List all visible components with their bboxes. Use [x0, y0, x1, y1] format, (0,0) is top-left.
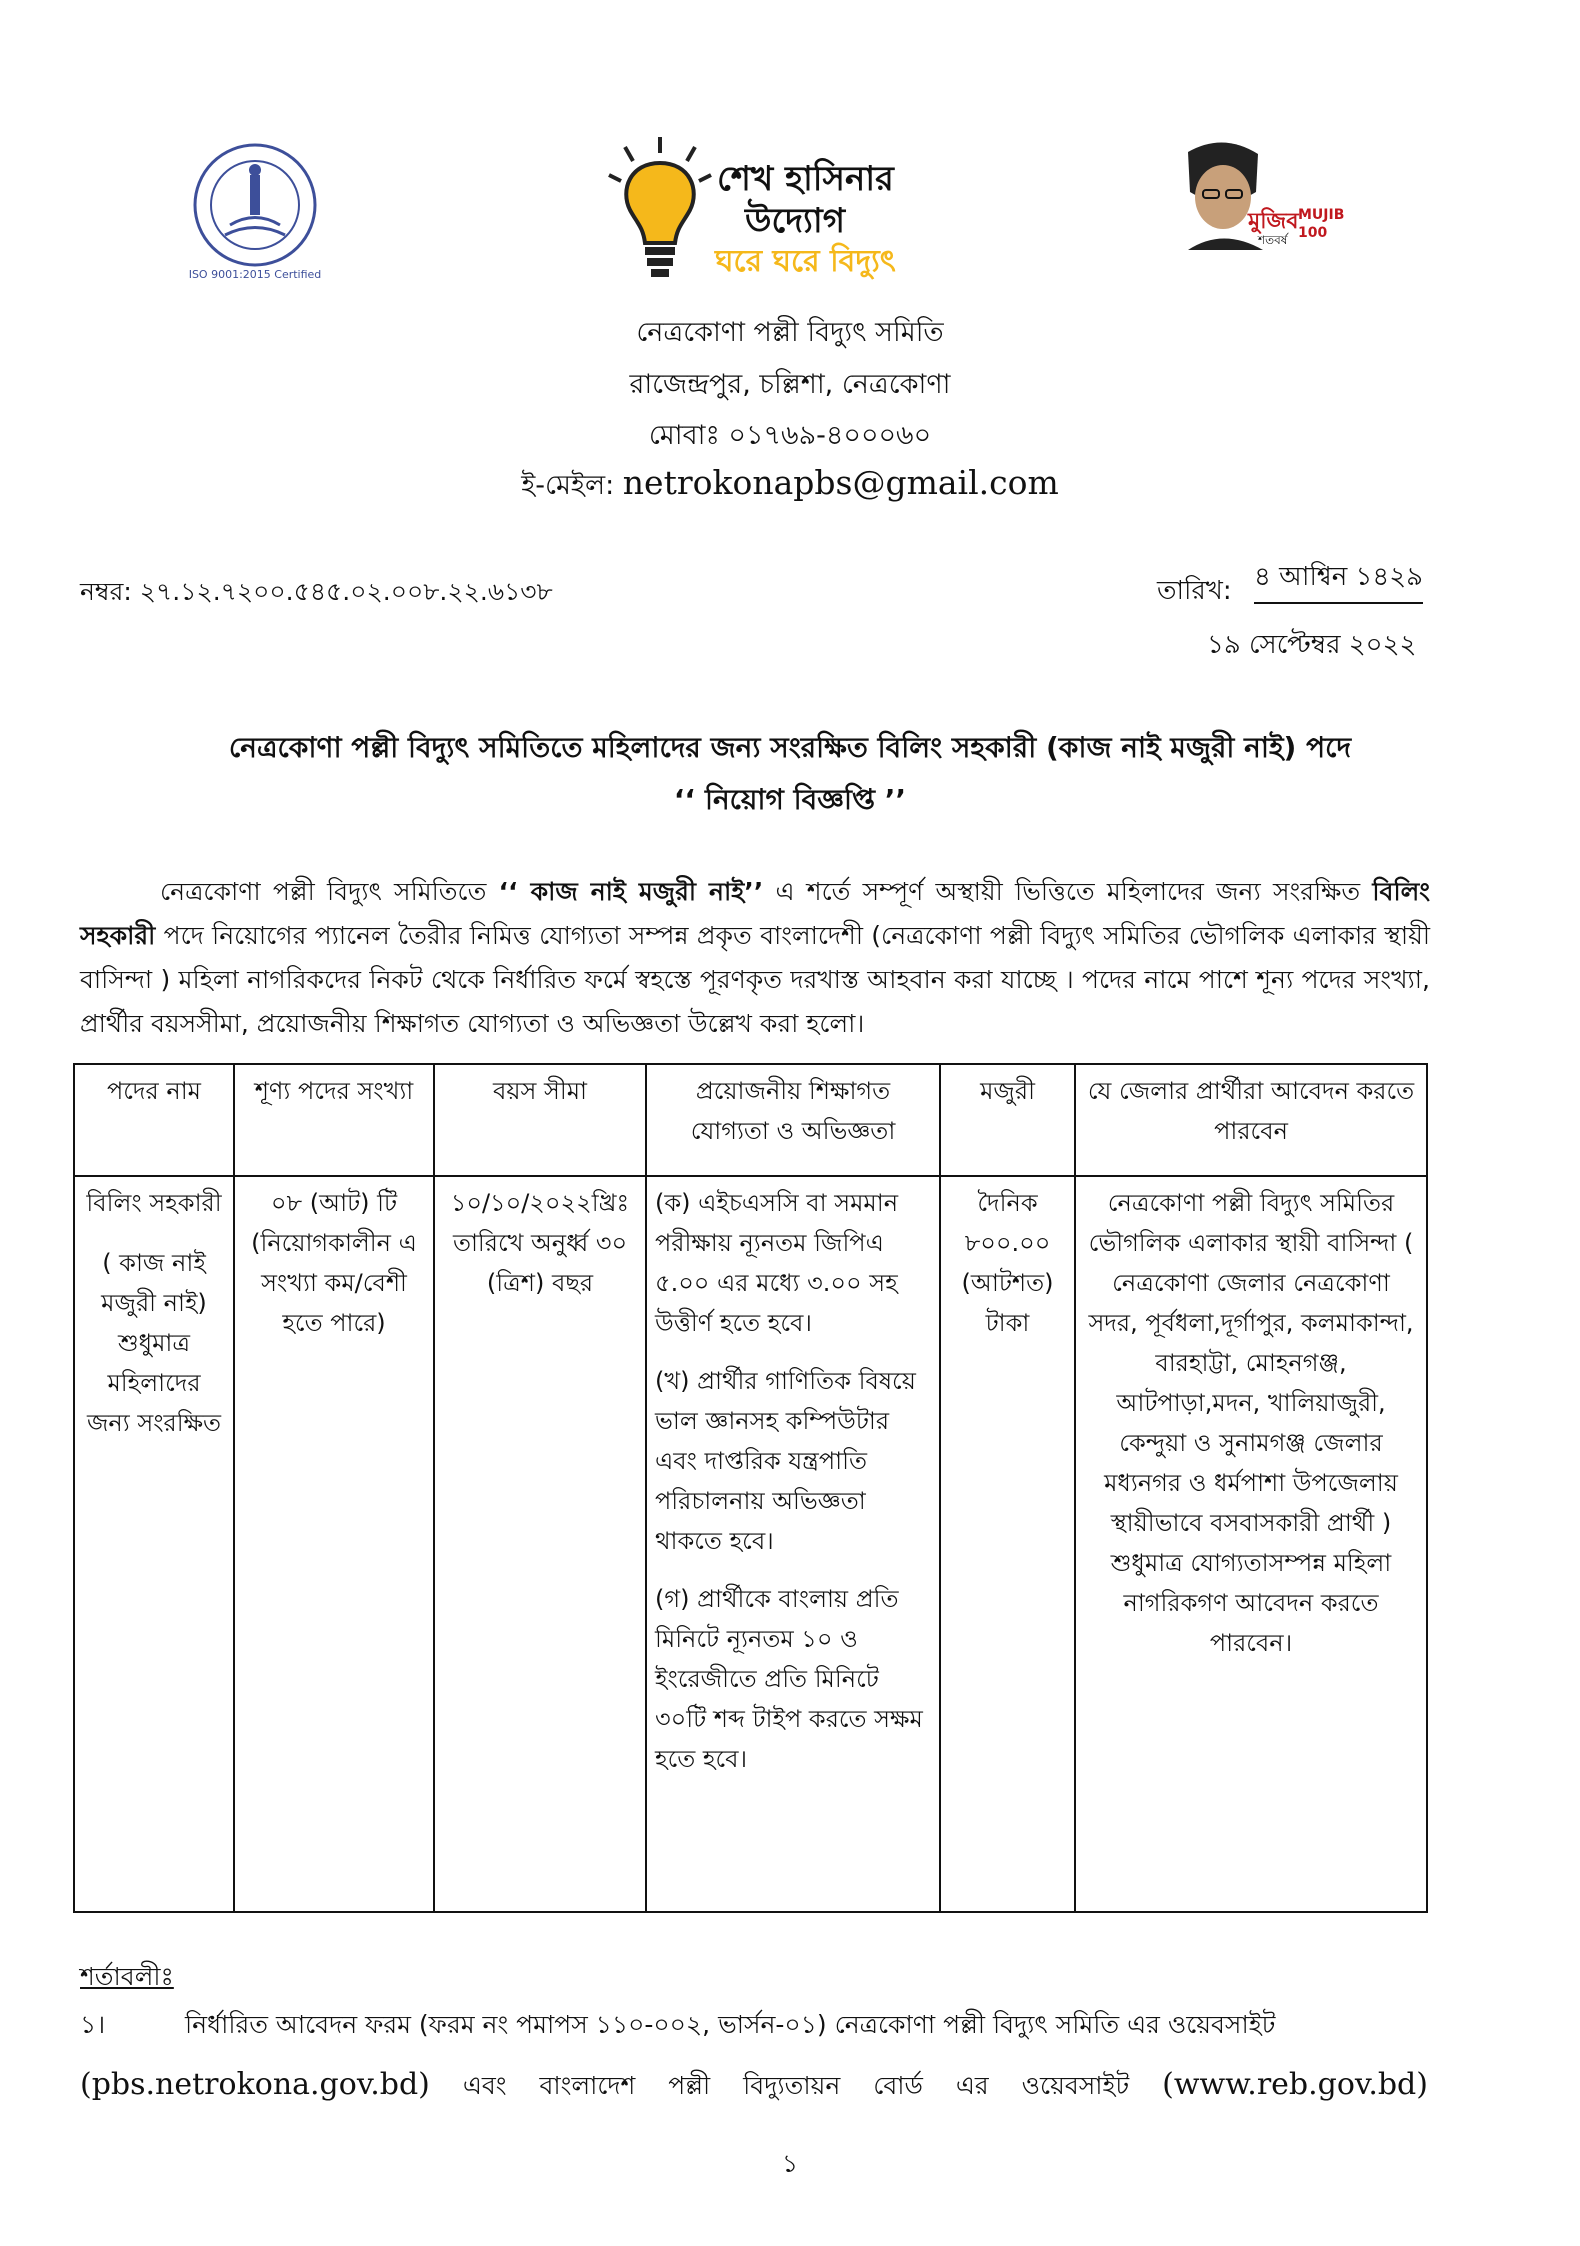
mujib-sub: শতবর্ষ — [1258, 233, 1288, 247]
office-mobile: মোবাঃ ০১৭৬৯-৪০০০৬০ — [648, 420, 932, 451]
iso-caption: ISO 9001:2015 Certified — [188, 268, 322, 281]
logo-text-line3: ঘরে ঘরে বিদ্যুৎ — [715, 244, 896, 279]
intro-part2: এ শর্তে সম্পূর্ণ অস্থায়ী ভিত্তিতে মহিলাদের জন্য সংরক্ষিত — [775, 877, 1361, 906]
intro-paragraph — [80, 870, 1430, 1046]
cell-district: নেত্রকোণা পল্লী বিদ্যুৎ সমিতির ভৌগলিক এলাকার স্থায়ী বাসিন্দা ( নেত্রকোণা জেলার নেত্রকোণা সদর, পূর্বধলা,দূর্গাপুর, কলমাকান্দা, বারহাট্টা, মোহনগঞ্জ, আটপাড়া,মদন, খালিয়াজুরী, কেন্দুয়া ও সুনামগঞ্জ জেলার মধ্যনগর ও ধর্মপাশা উপজেলায় স্থায়ীভাবে বসবাসকারী প্রার্থী ) শুধুমাত্র যোগ্যতাসম্পন্ন মহিলা নাগরিকগণ আবেদন করতে পারবেন। — [1075, 1176, 1427, 1912]
post-name: বিলিং সহকারী — [86, 1189, 222, 1217]
date-english: ১৯ সেপ্টেম্বর ২০২২ — [1207, 630, 1417, 660]
page-number: ১ — [781, 2149, 799, 2178]
requirement-a: (ক) এইচএসসি বা সমমান পরীক্ষায় ন্যূনতম জিপিএ ৫.০০ এর মধ্যে ৩.০০ সহ উত্তীর্ণ হতে হবে। — [655, 1189, 899, 1337]
cell-post-name — [74, 1176, 234, 1912]
office-name: নেত্রকোণা পল্লী বিদ্যুৎ সমিতি — [636, 317, 944, 348]
office-email-line — [0, 463, 1580, 503]
date-bangla: ৪ আশ্বিন ১৪২৯ — [1254, 556, 1423, 604]
header-post-name: পদের নাম — [74, 1064, 234, 1176]
intro-bold2: বিলিং সহকারী — [80, 877, 1431, 950]
term1-continuation — [80, 2066, 1428, 2109]
memo-number: নম্বর: ২৭.১২.৭২০০.৫৪৫.০২.০০৮.২২.৬১৩৮ — [80, 577, 553, 606]
header-vacancy: শূণ্য পদের সংখ্যা — [234, 1064, 434, 1176]
header-wage: মজুরী — [940, 1064, 1075, 1176]
logo-text-line1: শেখ হাসিনার — [717, 159, 894, 199]
term-board-2: পল্লী — [668, 2071, 711, 2100]
email-label: ই-মেইল: — [521, 470, 615, 501]
cell-vacancy: ০৮ (আট) টি (নিয়োগকালীন এ সংখ্যা কম/বেশী হতে পারে) — [234, 1176, 434, 1912]
sheikh-hasina-initiative-logo — [605, 135, 915, 285]
email-address: netrokonapbs@gmail.com — [622, 463, 1059, 502]
term-of: এর — [955, 2071, 989, 2100]
mujib-en: MUJIB 100 — [1298, 207, 1345, 241]
term1-number: ১। — [80, 2010, 106, 2039]
office-address: রাজেন্দ্রপুর, চল্লিশা, নেত্রকোণা — [629, 369, 951, 400]
term-board-3: বিদ্যুতায়ন — [743, 2071, 841, 2100]
notice-title-line2: ‘‘ নিয়োগ বিজ্ঞপ্তি ’’ — [673, 783, 907, 816]
cell-wage: দৈনিক ৮০০.০০ (আটশত) টাকা — [940, 1176, 1075, 1912]
post-note: ( কাজ নাই মজুরী নাই) শুধুমাত্র মহিলাদের জন্য সংরক্ষিত — [86, 1249, 222, 1437]
reb-website-link[interactable]: (www.reb.gov.bd) — [1162, 2067, 1428, 2102]
term-board-4: বোর্ড — [873, 2071, 923, 2100]
intro-part3: পদে নিয়োগের প্যানেল তৈরীর নিমিত্ত যোগ্যতা সম্পন্ন প্রকৃত বাংলাদেশী (নেত্রকোণা পল্লী বিদ্যুৎ সমিতির ভৌগলিক এলাকার স্থায়ী বাসিন্দা ) মহিলা নাগরিকদের নিকট থেকে নির্ধারিত ফর্মে স্বহস্তে পূরণকৃত দরখাস্ত আহবান করা যাচ্ছে । পদের নামে পাশে শূন্য পদের সংখ্যা, প্রার্থীর বয়সসীমা, প্রয়োজনীয় শিক্ষাগত যোগ্যতা ও অভিজ্ঞতা উল্লেখ করা হলো। — [80, 921, 1430, 1038]
pbs-website-link[interactable]: (pbs.netrokona.gov.bd) — [80, 2067, 430, 2102]
requirement-c: (গ) প্রার্থীকে বাংলায় প্রতি মিনিটে ন্যূনতম ১০ ও ইংরেজীতে প্রতি মিনিটে ৩০টি শব্দ টাইপ করতে সক্ষম হতে হবে। — [655, 1585, 923, 1773]
requirement-b: (খ) প্রার্থীর গাণিতিক বিষয়ে ভাল জ্ঞানসহ কম্পিউটার এবং দাপ্তরিক যন্ত্রপাতি পরিচালনায় অভিজ্ঞতা থাকতে হবে। — [655, 1367, 916, 1555]
date-label: তারিখ: — [1157, 576, 1232, 606]
intro-bold1: ‘‘ কাজ নাই মজুরী নাই’’ — [498, 877, 764, 906]
pbs-emblem-logo — [190, 140, 320, 270]
table-row — [74, 1176, 1427, 1912]
table-header-row — [74, 1064, 1427, 1176]
notice-title-line1: নেত্রকোণা পল্লী বিদ্যুৎ সমিতিতে মহিলাদের জন্য সংরক্ষিত বিলিং সহকারী (কাজ নাই মজুরী নাই) পদে — [228, 731, 1352, 764]
term1-text: নির্ধারিত আবেদন ফরম (ফরম নং পমাপস ১১০-০০২, ভার্সন-০১) নেত্রকোণা পল্লী বিদ্যুৎ সমিতি এর ওয়েবসাইট — [185, 2010, 1276, 2039]
terms-heading: শর্তাবলীঃ — [80, 1962, 174, 1991]
term-board-1: বাংলাদেশ — [539, 2071, 636, 2100]
cell-age: ১০/১০/২০২২খ্রিঃ তারিখে অনুর্ধ্ব ৩০ (ত্রিশ) বছর — [434, 1176, 646, 1912]
intro-part1: নেত্রকোণা পল্লী বিদ্যুৎ সমিতিতে — [160, 877, 487, 906]
term-website: ওয়েবসাইট — [1021, 2071, 1130, 2100]
header-age: বয়স সীমা — [434, 1064, 646, 1176]
cell-qualification — [646, 1176, 940, 1912]
header-district: যে জেলার প্রার্থীরা আবেদন করতে পারবেন — [1075, 1064, 1427, 1176]
logo-text-line2: উদ্যোগ — [745, 201, 846, 241]
mujib-word: মুজিব — [1248, 209, 1299, 234]
bulb-icon — [605, 135, 715, 285]
vacancy-table — [73, 1063, 1428, 1913]
header-qualification: প্রয়োজনীয় শিক্ষাগত যোগ্যতা ও অভিজ্ঞতা — [646, 1064, 940, 1176]
term-and: এবং — [462, 2071, 507, 2100]
mujib-borsho-logo — [1168, 132, 1358, 252]
